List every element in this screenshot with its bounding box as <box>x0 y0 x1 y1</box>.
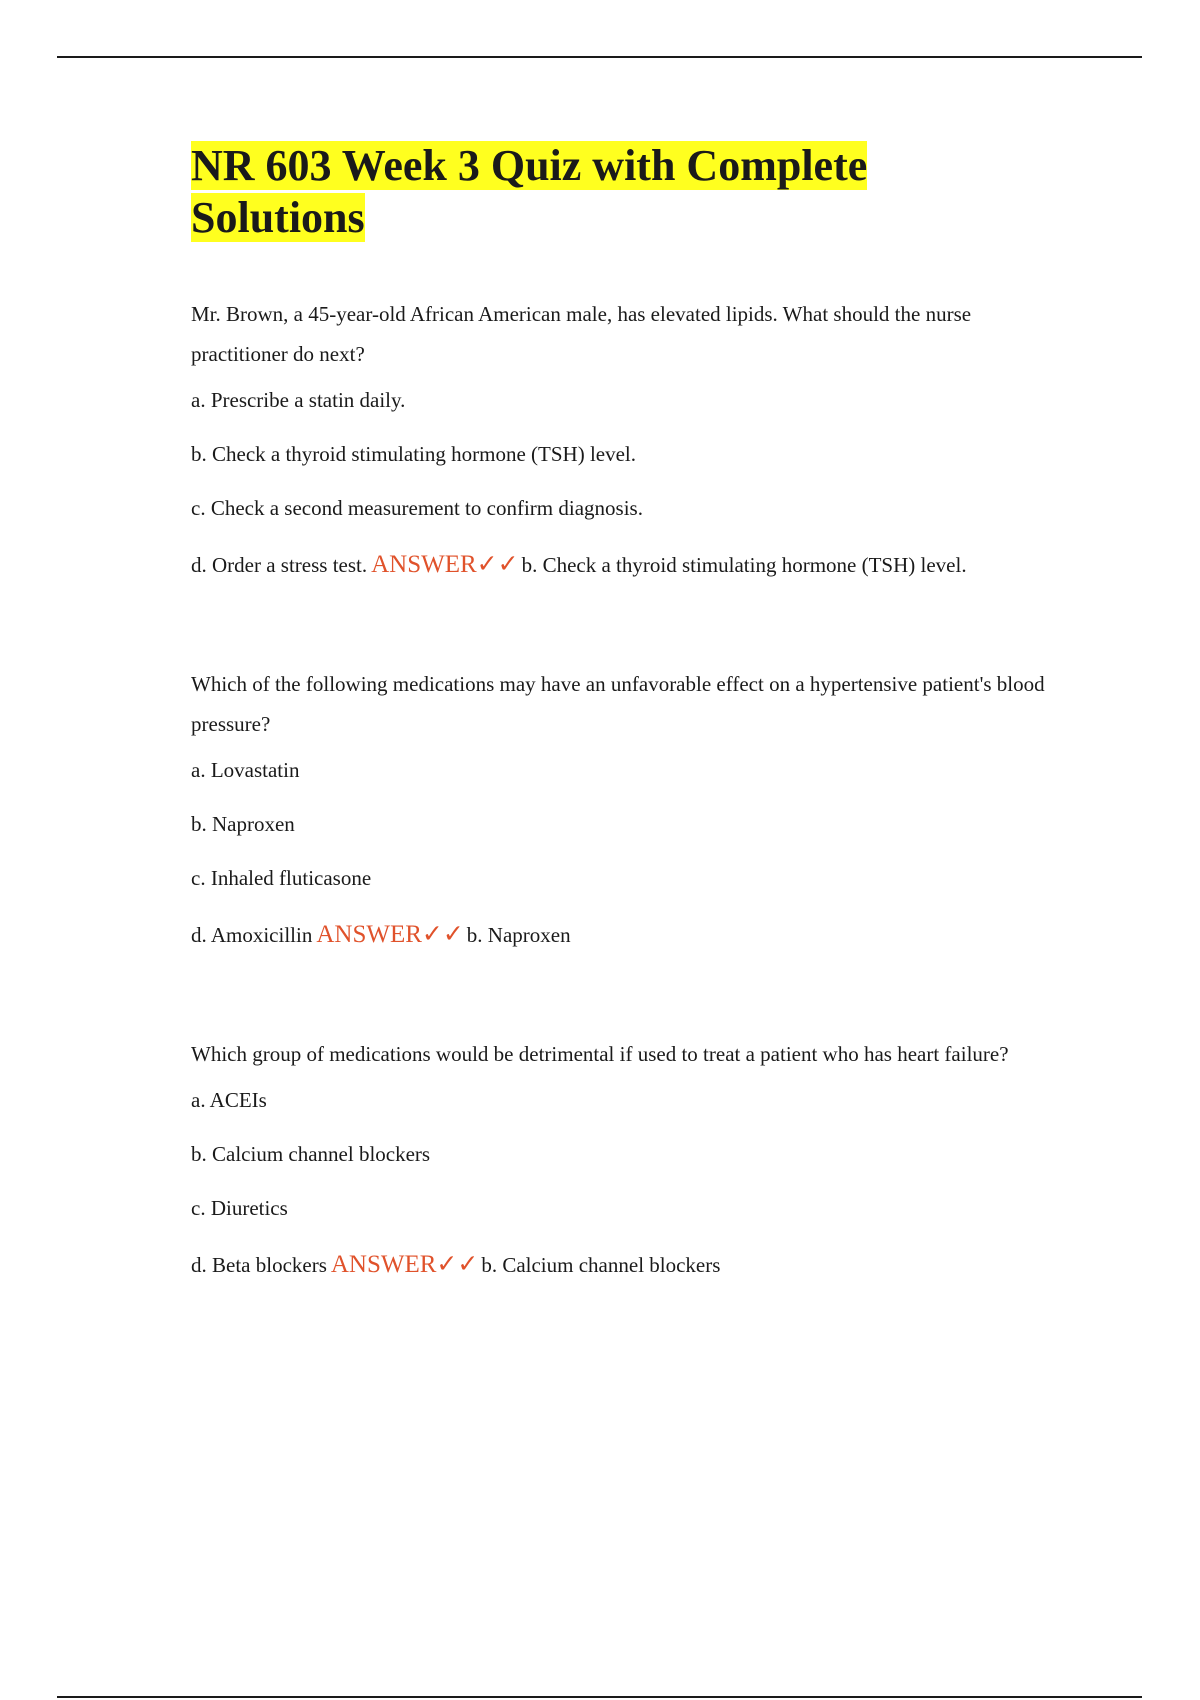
option-a: a. Lovastatin <box>191 758 300 782</box>
header-rule <box>57 56 1142 58</box>
answer-text: b. Calcium channel blockers <box>481 1253 721 1277</box>
document-title <box>191 140 1091 244</box>
option-d-with-answer <box>191 918 1091 952</box>
option-d: d. Order a stress test. <box>191 553 368 577</box>
option-b: b. Calcium channel blockers <box>191 1142 431 1166</box>
option-b: b. Naproxen <box>191 812 295 836</box>
answer-label: ANSWER✓✓ <box>330 1251 479 1278</box>
option-d: d. Amoxicillin <box>191 923 313 947</box>
question-text: Which of the following medications may have an unfavorable effect on a hypertensive patient's blood pressure? <box>191 672 1045 736</box>
option-d-with-answer <box>191 548 1091 582</box>
answer-text: b. Check a thyroid stimulating hormone (TSH) level. <box>521 553 967 577</box>
answer-text: b. Naproxen <box>466 923 571 947</box>
option-a: a. ACEIs <box>191 1088 267 1112</box>
title-line-1: NR 603 Week 3 Quiz with Complete <box>191 141 868 190</box>
option-d-with-answer <box>191 1248 1091 1282</box>
footer-rule <box>57 1696 1142 1698</box>
question-1 <box>191 294 1091 582</box>
option-c: c. Check a second measurement to confirm diagnosis. <box>191 496 643 520</box>
answer-label: ANSWER✓✓ <box>371 551 519 578</box>
question-text: Which group of medications would be detrimental if used to treat a patient who has heart failure? <box>191 1042 1009 1066</box>
option-b: b. Check a thyroid stimulating hormone (TSH) level. <box>191 442 636 466</box>
question-text: Mr. Brown, a 45-year-old African American male, has elevated lipids. What should the nurse practitioner do next? <box>191 302 972 366</box>
title-line-2: Solutions <box>191 193 365 242</box>
option-c: c. Inhaled fluticasone <box>191 866 372 890</box>
question-3 <box>191 1034 1091 1282</box>
option-c: c. Diuretics <box>191 1196 288 1220</box>
option-a: a. Prescribe a statin daily. <box>191 388 406 412</box>
option-d: d. Beta blockers <box>191 1253 327 1277</box>
question-2 <box>191 664 1091 952</box>
document-body <box>191 140 1091 1282</box>
answer-label: ANSWER✓✓ <box>316 921 464 948</box>
